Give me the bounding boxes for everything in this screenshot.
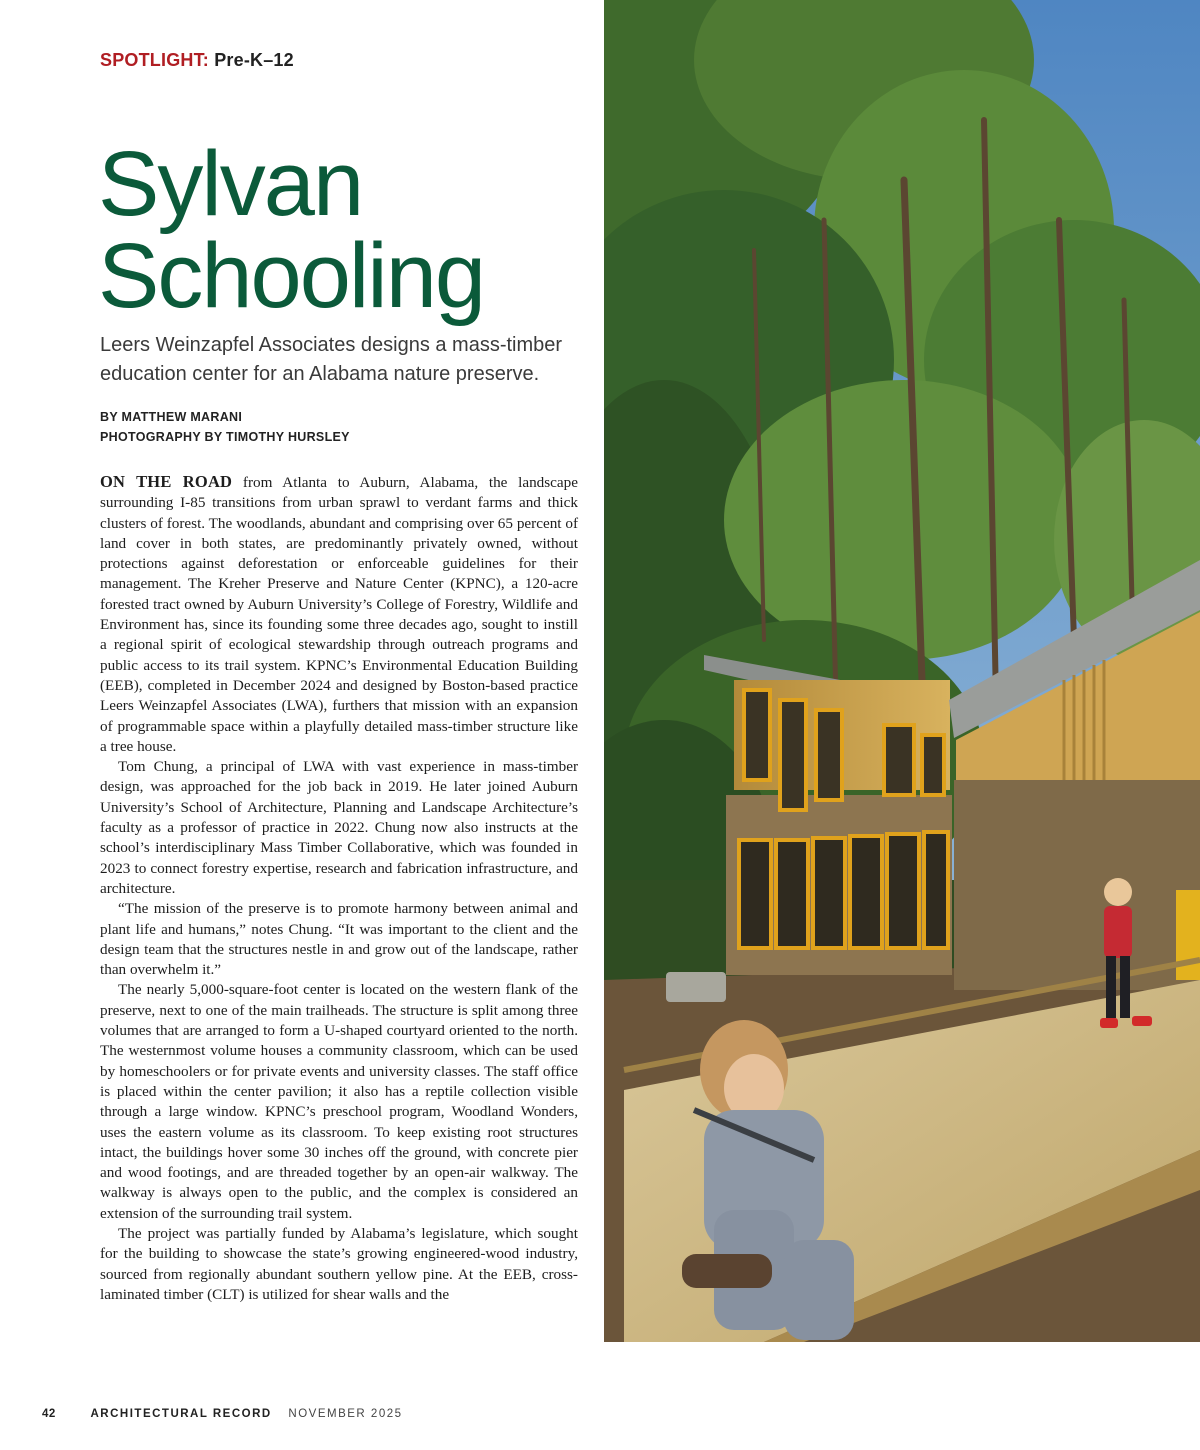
byline	[100, 407, 350, 447]
issue-date: NOVEMBER 2025	[288, 1408, 403, 1420]
page-footer	[42, 1408, 403, 1424]
body-paragraph-1-text: from Atlanta to Auburn, Alabama, the landscape surrounding I-85 transitions from urban sprawl to verdant farms and thick clusters of forest. The woodlands, abundant and comprising over 65 percent of land cover in both states, are predominantly privately owned, without protections against deforestation or enforceable guidelines for their management. The Kreher Preserve and Nature Center (KPNC), a 120-acre forested tract owned by Auburn University’s College of Forestry, Wildlife and Environment has, since its founding some three decades ago, sought to instill a regional spirit of ecological stewardship through outreach programs and public access to its trail system. KPNC’s Environmental Education Building (EEB), completed in December 2024 and designed by Boston-based practice Leers Weinzapfel Associates (LWA), furthers that mission with an expansion of programmable space within a playfully detailed mass-timber structure like a tree house.	[100, 474, 578, 755]
article-headline	[98, 133, 598, 327]
kicker-section: SPOTLIGHT:	[100, 50, 209, 70]
feature-photo	[604, 0, 1200, 1342]
headline-line-1: Sylvan	[98, 133, 363, 235]
article-body	[100, 472, 578, 1305]
article-dek: Leers Weinzapfel Associates designs a mass-timber education center for an Alabama nature preserve.	[100, 334, 563, 385]
byline-author: BY MATTHEW MARANI	[100, 410, 243, 424]
classroom-building	[704, 655, 952, 975]
body-paragraph-5: The project was partially funded by Alabama’s legislature, which sought for the building to showcase the state’s growing engineered-wood industry, sourced from regionally abundant southern yellow pine. At the EEB, cross-laminated timber (CLT) is utilized for shear walls and the	[100, 1224, 578, 1303]
kicker-topic: Pre-K–12	[214, 50, 294, 70]
headline-line-2: Schooling	[98, 225, 485, 327]
body-paragraph-1	[100, 472, 578, 757]
byline-photographer: PHOTOGRAPHY BY TIMOTHY HURSLEY	[100, 430, 350, 444]
photo-illustration	[604, 0, 1200, 1342]
stone-bench	[666, 972, 726, 1002]
page-number: 42	[42, 1408, 56, 1420]
body-paragraph-4: The nearly 5,000-square-foot center is located on the western flank of the preserve, next to one of the main trailheads. The structure is split among three volumes that are arranged to form a U-shaped courtyard oriented to the north. The westernmost volume houses a community classroom, which can be used by homeschoolers or for private events and university classes. The staff office is placed within the center pavilion; it also has a reptile collection visible through a large window. KPNC’s preschool program, Woodland Wonders, uses the eastern volume as its classroom. To keep existing root structures intact, the buildings hover some 30 inches off the ground, with concrete pier and wood footings, and are threaded together by an open-air walkway. The walkway is always open to the public, and the complex is considered an extension of the surrounding trail system.	[100, 981, 578, 1222]
body-paragraph-2: Tom Chung, a principal of LWA with vast experience in mass-timber design, was approached for the job back in 2019. He later joined Auburn University’s School of Architecture, Planning and Landscape Architecture’s faculty as a professor of practice in 2022. Chung now also instructs at the school’s interdisciplinary Mass Timber Collaborative, which was founded in 2023 to connect forestry expertise, research and fabrication infrastructure, and architecture.	[100, 758, 578, 897]
lead-in: ON THE ROAD	[100, 472, 233, 491]
section-kicker	[100, 50, 294, 71]
lower-windows	[739, 832, 948, 948]
lower-wall-right	[954, 780, 1200, 990]
publication-name: ARCHITECTURAL RECORD	[90, 1408, 272, 1420]
body-paragraph-3: “The mission of the preserve is to promote harmony between animal and plant life and humans,” notes Chung. “It was important to the client and the design team that the structures nestle in and grow out of the landscape, rather than overwhelm it.”	[100, 900, 578, 979]
